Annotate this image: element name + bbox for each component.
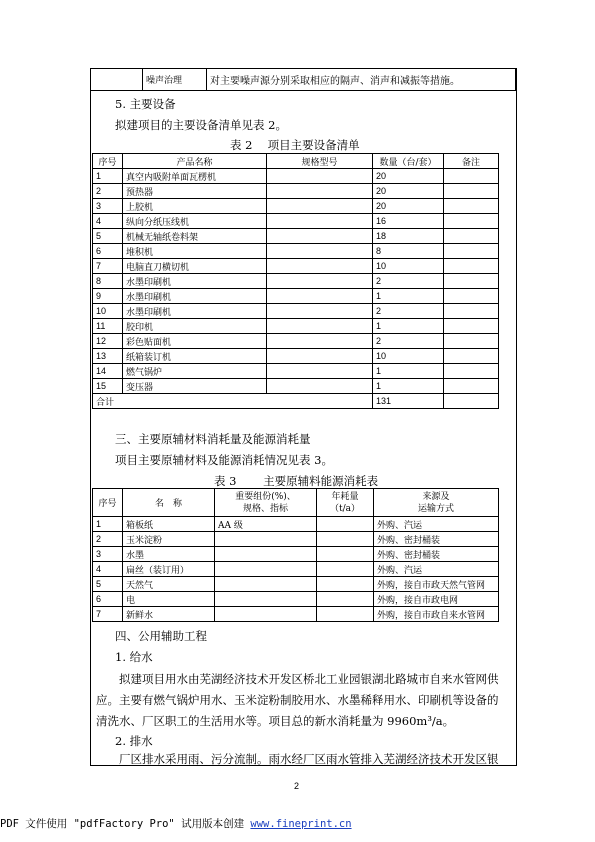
table2-total-note	[444, 394, 499, 409]
table2-row	[93, 319, 499, 334]
table2-cell	[267, 214, 373, 229]
table3-cell	[215, 532, 317, 547]
table3-header-spec	[215, 489, 317, 517]
table2-cell: 真空内吸附单面瓦楞机	[123, 169, 267, 184]
table3-header-no: 序号	[93, 489, 123, 517]
table3-cell: 5	[93, 577, 123, 592]
table3-cell	[317, 577, 374, 592]
table2-cell	[267, 364, 373, 379]
table2-cell	[267, 349, 373, 364]
table3-header-consumption	[317, 489, 374, 517]
table2-header: 规格型号	[267, 154, 373, 169]
table3-cell	[215, 592, 317, 607]
table2-row	[93, 364, 499, 379]
table2-header: 序号	[93, 154, 123, 169]
table3-cell: 外购、密封桶装	[374, 532, 499, 547]
footer-link[interactable]: www.fineprint.cn	[250, 818, 352, 830]
table2-caption: 表 2 项目主要设备清单	[230, 138, 360, 152]
table2-cell: 11	[93, 319, 123, 334]
table2-cell: 13	[93, 349, 123, 364]
table3-cell	[317, 592, 374, 607]
table3-caption: 表 3 主要原辅料能源消耗表	[214, 474, 379, 488]
table3-header-name: 名 称	[123, 489, 215, 517]
table2-row	[93, 349, 499, 364]
table2-cell: 机械无轴纸卷料架	[123, 229, 267, 244]
table3-cell: 3	[93, 547, 123, 562]
table2-cell: 10	[373, 349, 444, 364]
table2-total-label: 合计	[93, 394, 373, 409]
table3-cell	[317, 517, 374, 532]
table3-cell	[215, 562, 317, 577]
table3-header-source-line2: 运输方式	[417, 503, 454, 514]
table2-cell: 燃气锅炉	[123, 364, 267, 379]
table2-row	[93, 214, 499, 229]
table2-cell: 15	[93, 379, 123, 394]
section4-sub2: 2. 排水	[115, 734, 153, 748]
table2-cell: 1	[373, 364, 444, 379]
table2-cell	[444, 199, 499, 214]
table2-cell: 12	[93, 334, 123, 349]
table2-cell: 2	[373, 334, 444, 349]
table2-cell: 水墨印刷机	[123, 304, 267, 319]
table2-cell: 水墨印刷机	[123, 289, 267, 304]
section4-p2: 厂区排水采用雨、污分流制。雨水经厂区雨水管排入芜湖经济技术开发区银	[119, 752, 499, 766]
table2-cell	[267, 379, 373, 394]
table3-cell: 水墨	[123, 547, 215, 562]
table3-cell: 4	[93, 562, 123, 577]
table2-header: 备注	[444, 154, 499, 169]
table3-header-consumption-line1: 年耗量	[331, 491, 359, 502]
table2-cell: 电脑直刀横切机	[123, 259, 267, 274]
table2-cell	[444, 304, 499, 319]
table2-row	[93, 274, 499, 289]
table3-row	[93, 592, 499, 607]
table3-cell	[317, 547, 374, 562]
table2-cell	[444, 379, 499, 394]
table2-row	[93, 169, 499, 184]
table2-cell: 3	[93, 199, 123, 214]
table2-cell	[267, 229, 373, 244]
table2-cell: 纸箱装订机	[123, 349, 267, 364]
table2-row	[93, 304, 499, 319]
section3-intro: 项目主要原辅材料及能源消耗情况见表 3。	[115, 453, 333, 467]
section5-intro: 拟建项目的主要设备清单见表 2。	[115, 118, 287, 132]
table3-cell	[317, 532, 374, 547]
table2-cell: 20	[373, 169, 444, 184]
table2-cell: 水墨印刷机	[123, 274, 267, 289]
table3-cell: 2	[93, 532, 123, 547]
table2-header: 数量（台/套）	[373, 154, 444, 169]
table3-cell: 玉米淀粉	[123, 532, 215, 547]
table3-row	[93, 547, 499, 562]
table2-cell	[267, 169, 373, 184]
table2-header-row	[93, 154, 499, 169]
top-row-name: 噪声治理	[143, 69, 207, 91]
table2-header: 产品名称	[123, 154, 267, 169]
table2	[92, 153, 499, 409]
section4-sub1: 1. 给水	[115, 650, 153, 664]
table3-cell	[317, 562, 374, 577]
table2-cell: 2	[93, 184, 123, 199]
table3-header-spec-line1: 重要组份(%)、	[235, 491, 296, 502]
section5-heading: 5. 主要设备	[115, 97, 176, 111]
table3-cell: 扁丝（装订用）	[123, 562, 215, 577]
table2-row	[93, 184, 499, 199]
table2-cell	[444, 334, 499, 349]
table2-row	[93, 289, 499, 304]
table2-cell: 6	[93, 244, 123, 259]
table2-cell: 20	[373, 184, 444, 199]
table2-cell: 预热器	[123, 184, 267, 199]
table2-cell: 4	[93, 214, 123, 229]
table2-row	[93, 199, 499, 214]
table3	[92, 488, 499, 622]
table3-row	[93, 532, 499, 547]
table3-header-spec-line2: 规格、指标	[242, 503, 288, 514]
section4-paragraph2	[96, 751, 508, 767]
top-row-table	[90, 68, 516, 91]
table2-cell	[267, 289, 373, 304]
table2-cell	[444, 184, 499, 199]
table2-cell	[267, 259, 373, 274]
table3-cell: 外购、汽运	[374, 517, 499, 532]
table2-row	[93, 259, 499, 274]
table2-row	[93, 379, 499, 394]
table3-row	[93, 562, 499, 577]
table3-cell: 天然气	[123, 577, 215, 592]
table2-cell: 7	[93, 259, 123, 274]
table2-row	[93, 334, 499, 349]
table3-cell	[215, 577, 317, 592]
table2-cell: 8	[373, 244, 444, 259]
table2-cell: 上胶机	[123, 199, 267, 214]
table2-cell	[444, 319, 499, 334]
table2-cell: 10	[93, 304, 123, 319]
table3-row	[93, 577, 499, 592]
table3-cell: 外购、汽运	[374, 562, 499, 577]
table3-cell	[317, 607, 374, 622]
table2-cell	[444, 244, 499, 259]
table3-header-row	[93, 489, 499, 517]
table3-header-consumption-line2: （t/a）	[329, 503, 360, 514]
table2-cell: 2	[373, 304, 444, 319]
table3-row	[93, 517, 499, 532]
table2-cell	[444, 214, 499, 229]
table3-cell: AA 级	[215, 517, 317, 532]
table3-header-source	[374, 489, 499, 517]
pdf-footer	[0, 816, 352, 831]
table3-cell: 箱板纸	[123, 517, 215, 532]
table2-total-value: 131	[373, 394, 444, 409]
footer-text: PDF 文件使用 "pdfFactory Pro" 试用版本创建	[0, 818, 251, 830]
table2-cell: 2	[373, 274, 444, 289]
table2-cell: 1	[93, 169, 123, 184]
table2-cell: 1	[373, 319, 444, 334]
table3-cell: 外购，接自市政自来水管网	[374, 607, 499, 622]
table2-cell: 14	[93, 364, 123, 379]
table2-cell	[444, 349, 499, 364]
table2-cell	[444, 364, 499, 379]
table2-cell: 纵向分纸压线机	[123, 214, 267, 229]
table3-cell: 外购，接自市政电网	[374, 592, 499, 607]
table2-cell: 堆积机	[123, 244, 267, 259]
section3-heading: 三、主要原辅材料消耗量及能源消耗量	[115, 432, 311, 446]
table2-cell	[444, 229, 499, 244]
table3-header-source-line1: 来源及	[422, 491, 450, 502]
table2-cell	[267, 319, 373, 334]
page-number: 2	[294, 781, 300, 791]
table2-cell	[444, 169, 499, 184]
table2-cell	[267, 334, 373, 349]
table2-cell: 5	[93, 229, 123, 244]
table2-cell	[267, 199, 373, 214]
table2-cell	[444, 259, 499, 274]
table3-row	[93, 607, 499, 622]
section4-paragraph1	[96, 669, 508, 732]
table2-cell: 10	[373, 259, 444, 274]
table2-cell	[267, 304, 373, 319]
table2-cell	[267, 274, 373, 289]
table2-total-row	[93, 394, 499, 409]
table2-cell: 1	[373, 379, 444, 394]
table3-cell: 外购，接自市政天然气管网	[374, 577, 499, 592]
table3-cell	[215, 607, 317, 622]
table3-cell	[215, 547, 317, 562]
table3-cell: 6	[93, 592, 123, 607]
table2-row	[93, 229, 499, 244]
table2-row	[93, 244, 499, 259]
table3-cell: 电	[123, 592, 215, 607]
table2-cell	[267, 184, 373, 199]
table2-cell: 胶印机	[123, 319, 267, 334]
table3-cell: 7	[93, 607, 123, 622]
table2-cell: 变压器	[123, 379, 267, 394]
table2-cell: 16	[373, 214, 444, 229]
table2-cell: 18	[373, 229, 444, 244]
table2-cell: 9	[93, 289, 123, 304]
table3-cell: 1	[93, 517, 123, 532]
section4-p1: 拟建项目用水由芜湖经济技术开发区桥北工业园银湖北路城市自来水管网供应。主要有燃气锅炉用水、玉米淀粉制胶用水、水墨稀释用水、印刷机等设备的清洗水、厂区职工的生活用水等。项目总的新水消耗量为 9960m³/a。	[96, 672, 499, 728]
table2-cell	[444, 274, 499, 289]
section4-heading: 四、公用辅助工程	[115, 629, 207, 643]
table2-cell: 1	[373, 289, 444, 304]
table2-cell: 20	[373, 199, 444, 214]
table2-cell: 彩色贴面机	[123, 334, 267, 349]
top-row-content: 对主要噪声源分别采取相应的隔声、消声和减振等措施。	[207, 69, 516, 91]
table2-cell: 8	[93, 274, 123, 289]
table2-cell	[444, 289, 499, 304]
table3-cell: 新鲜水	[123, 607, 215, 622]
table2-cell	[267, 244, 373, 259]
table3-cell: 外购、密封桶装	[374, 547, 499, 562]
